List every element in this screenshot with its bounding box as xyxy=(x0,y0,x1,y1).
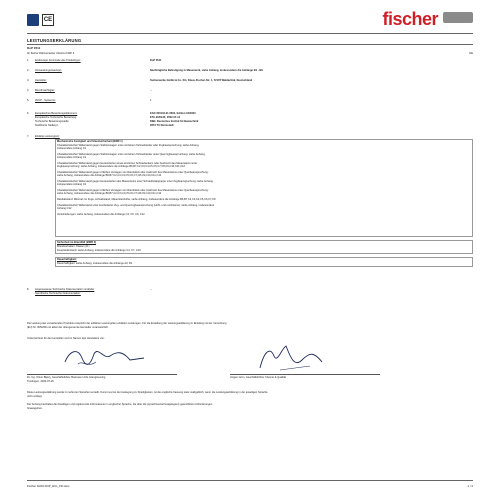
row-4-value: -- xyxy=(150,89,152,92)
bwr1-line: Charakteristischer Widerstand gegen Herausziehen eines einzelnen Schraubankers oder Ausbruch des Mauersteins unter xyxy=(57,162,198,165)
statement-line: (EU) Nr. 305/2011 ist allein der obengenannte Hersteller verantwortlich. xyxy=(27,326,109,329)
bwr1-line: insbesondere Anhang C2 xyxy=(57,183,87,187)
brand-badge-icon xyxy=(443,12,473,23)
ead-value-3: DIBt- Deutsches Institut für Bautechnik xyxy=(150,120,199,123)
bwr1-title: Mechanische Festigkeit und Standsicherheit (BWR 1) xyxy=(57,140,123,143)
row-4-label: Bevollmächtigter: xyxy=(35,89,55,92)
ead-value-2: ETA-20/0135; 2022-07-14 xyxy=(150,116,181,119)
signature-line-right xyxy=(230,374,380,375)
bwr1-line: Charakteristischer Widerstand gegen Herausziehen des Mauersteins einer Schraubstabgruppe unter Zugbeanspruchung: siehe Anhang, xyxy=(57,180,214,183)
statement-line: Die Leistung des vorstehenden Produkts entspricht der erklärten Leistung/den erklärten Leistungen. Für die Erstellung der Leistungserklärung im Einklang mit der Verordnung xyxy=(27,322,227,325)
ce-header xyxy=(27,10,75,29)
bwr1-line: Randabstand: Minimal zur Fuge, Achsabstand, Mauersteinhöhe, siehe Anhang, insbesondere die Anhänge B6,B7,C2,C3,C4,C5,C6,C7,C8 xyxy=(57,198,216,201)
row-3-label: Hersteller: xyxy=(35,79,47,82)
row-3-num: 3. xyxy=(27,79,30,82)
bwr2-line: Feuerwiderstand: siehe Anhang, insbesondere die Anhänge C4, C7, C10 xyxy=(57,249,141,252)
page-number: 1 / 3 xyxy=(467,484,473,488)
footer-rule xyxy=(27,480,473,481)
footer-file: Fischer DATA DOP_ECs_FR.xlsm xyxy=(27,484,70,488)
bwr1-line: Charakteristischer Widerstand gegen örtliches Versagen von Randstück oder Ausbruch des Mauersteins unter Querbeanspruchung: xyxy=(57,189,209,192)
row-4-num: 4. xyxy=(27,89,30,92)
header-rule xyxy=(27,33,473,34)
dop-number: DoP 0511 xyxy=(27,46,41,50)
bwr2-title: Sicherheit im Brandfall (BWR 2) xyxy=(57,241,97,244)
signature-line-left xyxy=(27,374,177,375)
note-line: nicht vorliegt. xyxy=(27,395,43,398)
dop-lang: DE xyxy=(469,52,473,55)
bwr1-line: Charakteristischer Widerstand gegen örtliches Versagen von Randstück oder Ausbruch des Mauersteins unter Querbeanspruchung: xyxy=(57,171,209,174)
signed-for: Unterzeichnet für den Hersteller und im Namen des Herstellers von: xyxy=(27,337,105,340)
bwr1-line: Verschiebungen: siehe Anhang, insbesondere die Anhänge C3, C6, C9, C12 xyxy=(57,212,145,216)
bwr1-line: Zugbeanspruchung: siehe Anhang, insbesondere die Anhänge B6,B7,C2,C3,C4,C5,C6,C7,C8,C9,C10,C11,C12 xyxy=(57,165,185,169)
row-8-num: 8. xyxy=(27,288,30,291)
doc-title: LEISTUNGSERKLÄRUNG xyxy=(27,38,82,43)
durability-title: Dauerhaftigkeit: xyxy=(57,258,77,261)
bwr1-line: Charakteristischer Widerstand unter kombinierter Zug- und Querzugbeanspruchung (Hohl- und Lochsteine): siehe Anhang, insbesondere xyxy=(57,203,215,207)
bwr1-line: Anhang C12 xyxy=(57,207,72,210)
ead-label-4: Notifizierte Stelle(n): xyxy=(35,124,59,127)
row-1-label: Eindeutiger Kenncode des Produkttyps: xyxy=(35,59,81,62)
row-5-num: 5. xyxy=(27,99,30,102)
bwr1-lines xyxy=(57,144,215,216)
dop-product-line: für fischer Rahmenanker UltraCut FR/II II xyxy=(27,52,75,55)
row-3-value: fischerwerke GmbH & Co. KG, Klaus-Fischer-Str. 1, 72178 Waldachtal, Deutschland xyxy=(150,79,253,82)
ead-label-2: Europäische Technische Bewertung: xyxy=(35,116,77,119)
durability-line: Dauerhaftigkeit: siehe Anhang, insbesondere die Anhänge A3, B1 xyxy=(57,262,133,265)
row-6-num: 6. xyxy=(27,112,30,115)
row-1-value: DoP 0511 xyxy=(150,59,162,62)
bwr1-line: insbesondere Anhang C1 xyxy=(57,156,87,160)
bwr1-line: Charakteristischer Widerstand gegen Stahlversagen unter einzelnen Schraubanker oder Zugbeanspruchung: siehe Anhang, xyxy=(57,144,200,147)
ead-value-4: 2873 TU Darmstadt xyxy=(150,124,174,127)
sec8-label: Angemessene Technische Dokumentation und/oder xyxy=(35,288,95,291)
note-line: Diese Leistungserklärung wurde in mehreren Sprachen erstellt. Kommt es bei der Auslegung zu Streitigkeiten, ist die englische Fassung stets maßgeblich, wenn die Leistungserklärung in der jeweiligen Sprache xyxy=(27,391,268,394)
signature-right xyxy=(250,342,340,374)
bwr1-line: siehe Anhang, insbesondere die Anhänge B6,B7,C2,C3,C4,C5,C6,C7,C8,C9,C10,C11,C12 xyxy=(57,174,162,178)
signature-left xyxy=(60,342,150,372)
signatory-left: Dr.-Ing. Oliver Bletzy, Geschäftsführer Business Units & Engineering xyxy=(27,376,106,379)
row-7-num: 7. xyxy=(27,135,30,138)
row-2-value: Nachträgliche Befestigung in Mauerwerk, siehe Anhang, insbesondere die Anhänge B1 - B6. xyxy=(150,69,264,72)
perf-label: Erklärte Leistung(en): xyxy=(35,135,60,138)
ce-mark: CE xyxy=(42,14,54,26)
signatory-right: Jürgen Grün, Geschäftsführer Chemie & Qualität xyxy=(230,376,287,379)
bwr1-line: siehe Anhang, insbesondere die Anhänge B6,B7,C2,C3,C4,C5,C6,C7,C8,C9,C10,C11,C12 xyxy=(57,192,162,196)
ead-value-1: EAD 330143-01-0604, Edition 04/2023 xyxy=(150,112,196,115)
row-5-label: AVCP - System/e: xyxy=(35,99,56,102)
eu-flag-icon xyxy=(27,14,39,26)
row-1-num: 1. xyxy=(27,59,30,62)
title-rule xyxy=(27,44,473,45)
place-date: Tumlingen, 2022-07-20 xyxy=(27,380,54,383)
bwr1-line: Charakteristischer Widerstand gegen Stahlversagen unter einzelnen Schraubanker unter Querzugbeanspruchung: siehe Anhang, xyxy=(57,153,206,156)
brand-logo: fischer xyxy=(382,9,438,29)
sec8-label-2: Spezifische Technische Dokumentation: xyxy=(35,292,81,295)
row-2-num: 2. xyxy=(27,69,30,72)
note-line: Der Anhang beinhaltet die freiwilligen und ergänzende Informationen in englischer Sprache, die über die (sprachneutral festgelegten) gesetzlichen Anforderungen xyxy=(27,403,213,406)
bwr2-line: Brandverhalten: Klasse (A1) xyxy=(57,245,90,248)
ead-label-3: Technische Bewertungsstelle: xyxy=(35,120,70,123)
row-5-value: 1 xyxy=(150,99,152,102)
ead-label-1: Europäisches Bewertungsdokument: xyxy=(35,112,78,115)
note-line: hinausgehen. xyxy=(27,407,43,410)
row-2-label: Verwendungszweck(e): xyxy=(35,69,62,72)
sec8-value: -- xyxy=(150,288,152,291)
bwr1-line: insbesondere Anhang C1 xyxy=(57,147,87,151)
